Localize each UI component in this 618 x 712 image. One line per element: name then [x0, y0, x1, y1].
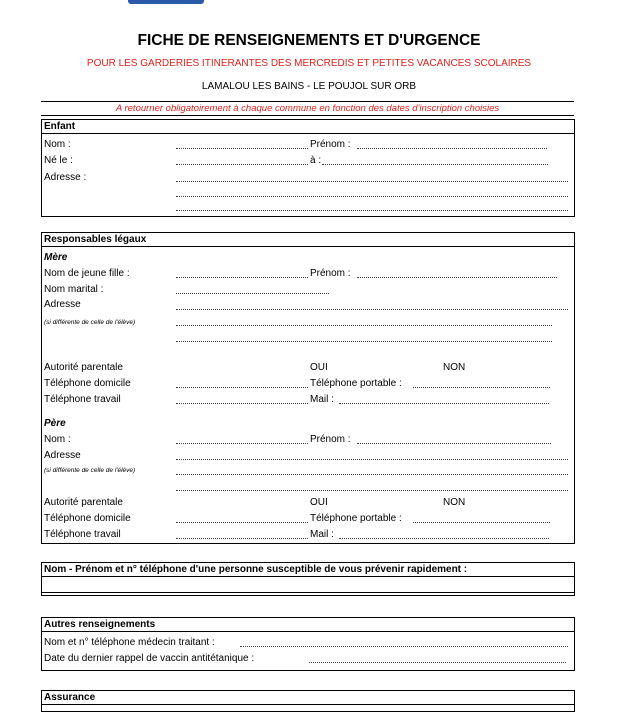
page-subtitle: POUR LES GARDERIES ITINERANTES DES MERCREDIS ET PETITES VACANCES SCOLAIRES	[86, 58, 532, 69]
pere-tel-travail-field[interactable]	[176, 538, 308, 539]
mere-mail-field[interactable]	[339, 403, 549, 404]
pere-tel-travail-label: Téléphone travail	[44, 529, 121, 540]
mere-oui-option[interactable]: OUI	[310, 362, 328, 373]
pere-si-differente-note: (si différente de celle de l'élève)	[44, 467, 136, 474]
pere-adresse-label: Adresse	[44, 450, 81, 461]
pere-nom-label: Nom :	[44, 434, 71, 445]
pere-autorite-label: Autorité parentale	[44, 497, 123, 508]
mere-adresse-line-2[interactable]	[176, 325, 552, 326]
commune-logo-left	[128, 0, 204, 4]
pere-nom-field[interactable]	[176, 443, 308, 444]
pere-tel-domicile-field[interactable]	[176, 522, 308, 523]
mere-adresse-line-1[interactable]	[176, 309, 568, 310]
enfant-adresse-label: Adresse :	[44, 172, 87, 183]
enfant-adresse-line-2[interactable]	[176, 196, 568, 197]
mere-tel-domicile-field[interactable]	[176, 387, 308, 388]
mere-prenom-label: Prénom :	[310, 268, 351, 279]
mere-nom-marital-label: Nom marital :	[44, 284, 104, 295]
mere-nom-marital-field[interactable]	[176, 293, 329, 294]
enfant-adresse-line-3[interactable]	[176, 210, 568, 211]
mere-autorite-label: Autorité parentale	[44, 362, 123, 373]
pere-prenom-field[interactable]	[357, 443, 551, 444]
pere-tel-domicile-label: Téléphone domicile	[44, 513, 131, 524]
enfant-birthdate-field[interactable]	[176, 164, 308, 165]
enfant-heading: Enfant	[42, 120, 574, 134]
mere-mail-label: Mail :	[310, 394, 334, 405]
pere-adresse-line-1[interactable]	[176, 459, 568, 460]
mere-non-option[interactable]: NON	[443, 362, 466, 373]
enfant-birthplace-field[interactable]	[322, 164, 548, 165]
enfant-adresse-line-1[interactable]	[176, 181, 568, 182]
commune-logo-right	[384, 0, 454, 4]
medecin-field[interactable]	[240, 646, 568, 647]
pere-prenom-label: Prénom :	[310, 434, 351, 445]
mere-nom-jeune-fille-label: Nom de jeune fille :	[44, 268, 130, 279]
enfant-prenom-label: Prénom :	[310, 139, 351, 150]
assurance-heading: Assurance	[42, 691, 574, 705]
vaccin-label: Date du dernier rappel de vaccin antitétanique :	[44, 653, 255, 664]
mere-tel-portable-label: Téléphone portable :	[310, 378, 402, 389]
pere-heading: Père	[44, 418, 66, 429]
assurance-section	[41, 690, 575, 712]
mere-si-differente-note: (si différente de celle de l'élève)	[44, 319, 136, 326]
mere-nom-jeune-fille-field[interactable]	[176, 277, 308, 278]
mere-tel-travail-label: Téléphone travail	[44, 394, 121, 405]
mere-heading: Mère	[44, 252, 68, 263]
contact-field[interactable]	[42, 577, 574, 593]
mere-tel-domicile-label: Téléphone domicile	[44, 378, 131, 389]
mere-tel-travail-field[interactable]	[176, 403, 308, 404]
autres-heading: Autres renseignements	[42, 618, 574, 632]
mere-prenom-field[interactable]	[357, 277, 557, 278]
pere-mail-label: Mail :	[310, 529, 334, 540]
mere-adresse-line-3[interactable]	[176, 341, 552, 342]
contact-section	[41, 562, 575, 596]
enfant-section	[41, 119, 575, 217]
mere-adresse-label: Adresse	[44, 299, 81, 310]
enfant-nom-field[interactable]	[176, 148, 308, 149]
vaccin-field[interactable]	[309, 662, 566, 663]
enfant-prenom-field[interactable]	[357, 148, 547, 149]
pere-tel-portable-label: Téléphone portable :	[310, 513, 402, 524]
enfant-a-label: à :	[310, 155, 322, 166]
pere-adresse-line-3[interactable]	[176, 490, 568, 491]
pere-oui-option[interactable]: OUI	[310, 497, 328, 508]
page-title: FICHE DE RENSEIGNEMENTS ET D'URGENCE	[137, 32, 481, 49]
return-notice: A retourner obligatoirement à chaque commune en fonction des dates d'inscription choisies	[41, 101, 574, 116]
responsables-heading: Responsables légaux	[42, 233, 574, 247]
pere-tel-portable-field[interactable]	[413, 522, 550, 523]
pere-non-option[interactable]: NON	[443, 497, 466, 508]
pere-adresse-line-2[interactable]	[176, 474, 568, 475]
towns-line: LAMALOU LES BAINS - LE POUJOL SUR ORB	[201, 81, 417, 92]
pere-mail-field[interactable]	[339, 538, 549, 539]
medecin-label: Nom et n° téléphone médecin traitant :	[44, 637, 215, 648]
enfant-ne-le-label: Né le :	[44, 155, 73, 166]
contact-heading: Nom - Prénom et n° téléphone d'une personne susceptible de vous prévenir rapidement :	[42, 563, 574, 577]
enfant-nom-label: Nom :	[44, 139, 71, 150]
mere-tel-portable-field[interactable]	[413, 387, 550, 388]
